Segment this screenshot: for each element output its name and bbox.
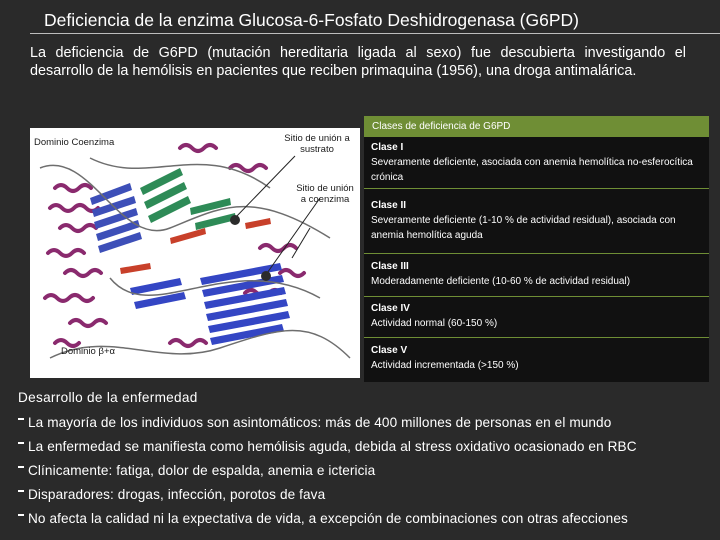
development-item	[18, 413, 611, 433]
deficiency-classes-table	[364, 116, 709, 382]
development-text: La mayoría de los individuos son asintomáticos: más de 400 millones de personas en el mundo	[28, 415, 612, 430]
class-divider	[364, 337, 709, 338]
class-item	[371, 140, 705, 185]
slide-title: Deficiencia de la enzima Glucosa-6-Fosfato Deshidrogenasa (G6PD)	[44, 10, 579, 30]
protein-structure-figure	[30, 128, 360, 378]
dash-bullet-icon	[18, 514, 24, 516]
classes-header: Clases de deficiencia de G6PD	[364, 116, 709, 137]
class-name: Clase I	[371, 142, 404, 153]
title-underline	[30, 33, 720, 34]
class-divider	[364, 253, 709, 254]
class-divider	[364, 188, 709, 189]
class-description: Severamente deficiente (1-10 % de actividad residual), asociada con anemia hemolítica aguda	[371, 215, 676, 241]
class-description: Actividad normal (60-150 %)	[371, 318, 498, 329]
development-text: No afecta la calidad ni la expectativa de vida, a excepción de combinaciones con otras afecciones	[28, 511, 628, 526]
class-name: Clase IV	[371, 303, 410, 314]
protein-ribbon-diagram	[30, 128, 360, 378]
dash-bullet-icon	[18, 418, 24, 420]
class-name: Clase III	[371, 261, 409, 272]
dash-bullet-icon	[18, 442, 24, 444]
development-item	[18, 485, 325, 505]
class-item	[371, 198, 705, 243]
dash-bullet-icon	[18, 466, 24, 468]
development-item	[18, 461, 375, 481]
development-title: Desarrollo de la enfermedad	[18, 390, 198, 405]
intro-paragraph: La deficiencia de G6PD (mutación hereditaria ligada al sexo) fue descubierta investigando el desarrollo de la hemólisis en pacientes que reciben primaquina (1956), una droga antimalárica.	[30, 45, 686, 79]
class-description: Actividad incrementada (>150 %)	[371, 360, 519, 371]
dash-bullet-icon	[18, 490, 24, 492]
class-name: Clase II	[371, 200, 407, 211]
development-text: La enfermedad se manifiesta como hemólisis aguda, debida al stress oxidativo ocasionado en RBC	[28, 439, 637, 454]
class-item	[371, 259, 705, 289]
label-coenzyme-site: Sitio de unión a coenzima	[296, 183, 354, 205]
development-item	[18, 437, 637, 457]
development-text: Disparadores: drogas, infección, porotos de fava	[28, 487, 326, 502]
development-item	[18, 509, 628, 529]
development-text: Clínicamente: fatiga, dolor de espalda, anemia e ictericia	[28, 463, 376, 478]
label-beta-alpha-domain: Dominio β+α	[61, 346, 115, 357]
class-description: Moderadamente deficiente (10-60 % de actividad residual)	[371, 276, 631, 287]
class-name: Clase V	[371, 345, 408, 356]
class-item	[371, 343, 705, 373]
label-substrate-site: Sitio de unión a sustrato	[284, 133, 350, 155]
class-description: Severamente deficiente, asociada con anemia hemolítica no-esferocítica crónica	[371, 157, 693, 183]
class-item	[371, 301, 705, 331]
class-divider	[364, 296, 709, 297]
label-coenzyme-domain: Dominio Coenzima	[34, 137, 115, 148]
